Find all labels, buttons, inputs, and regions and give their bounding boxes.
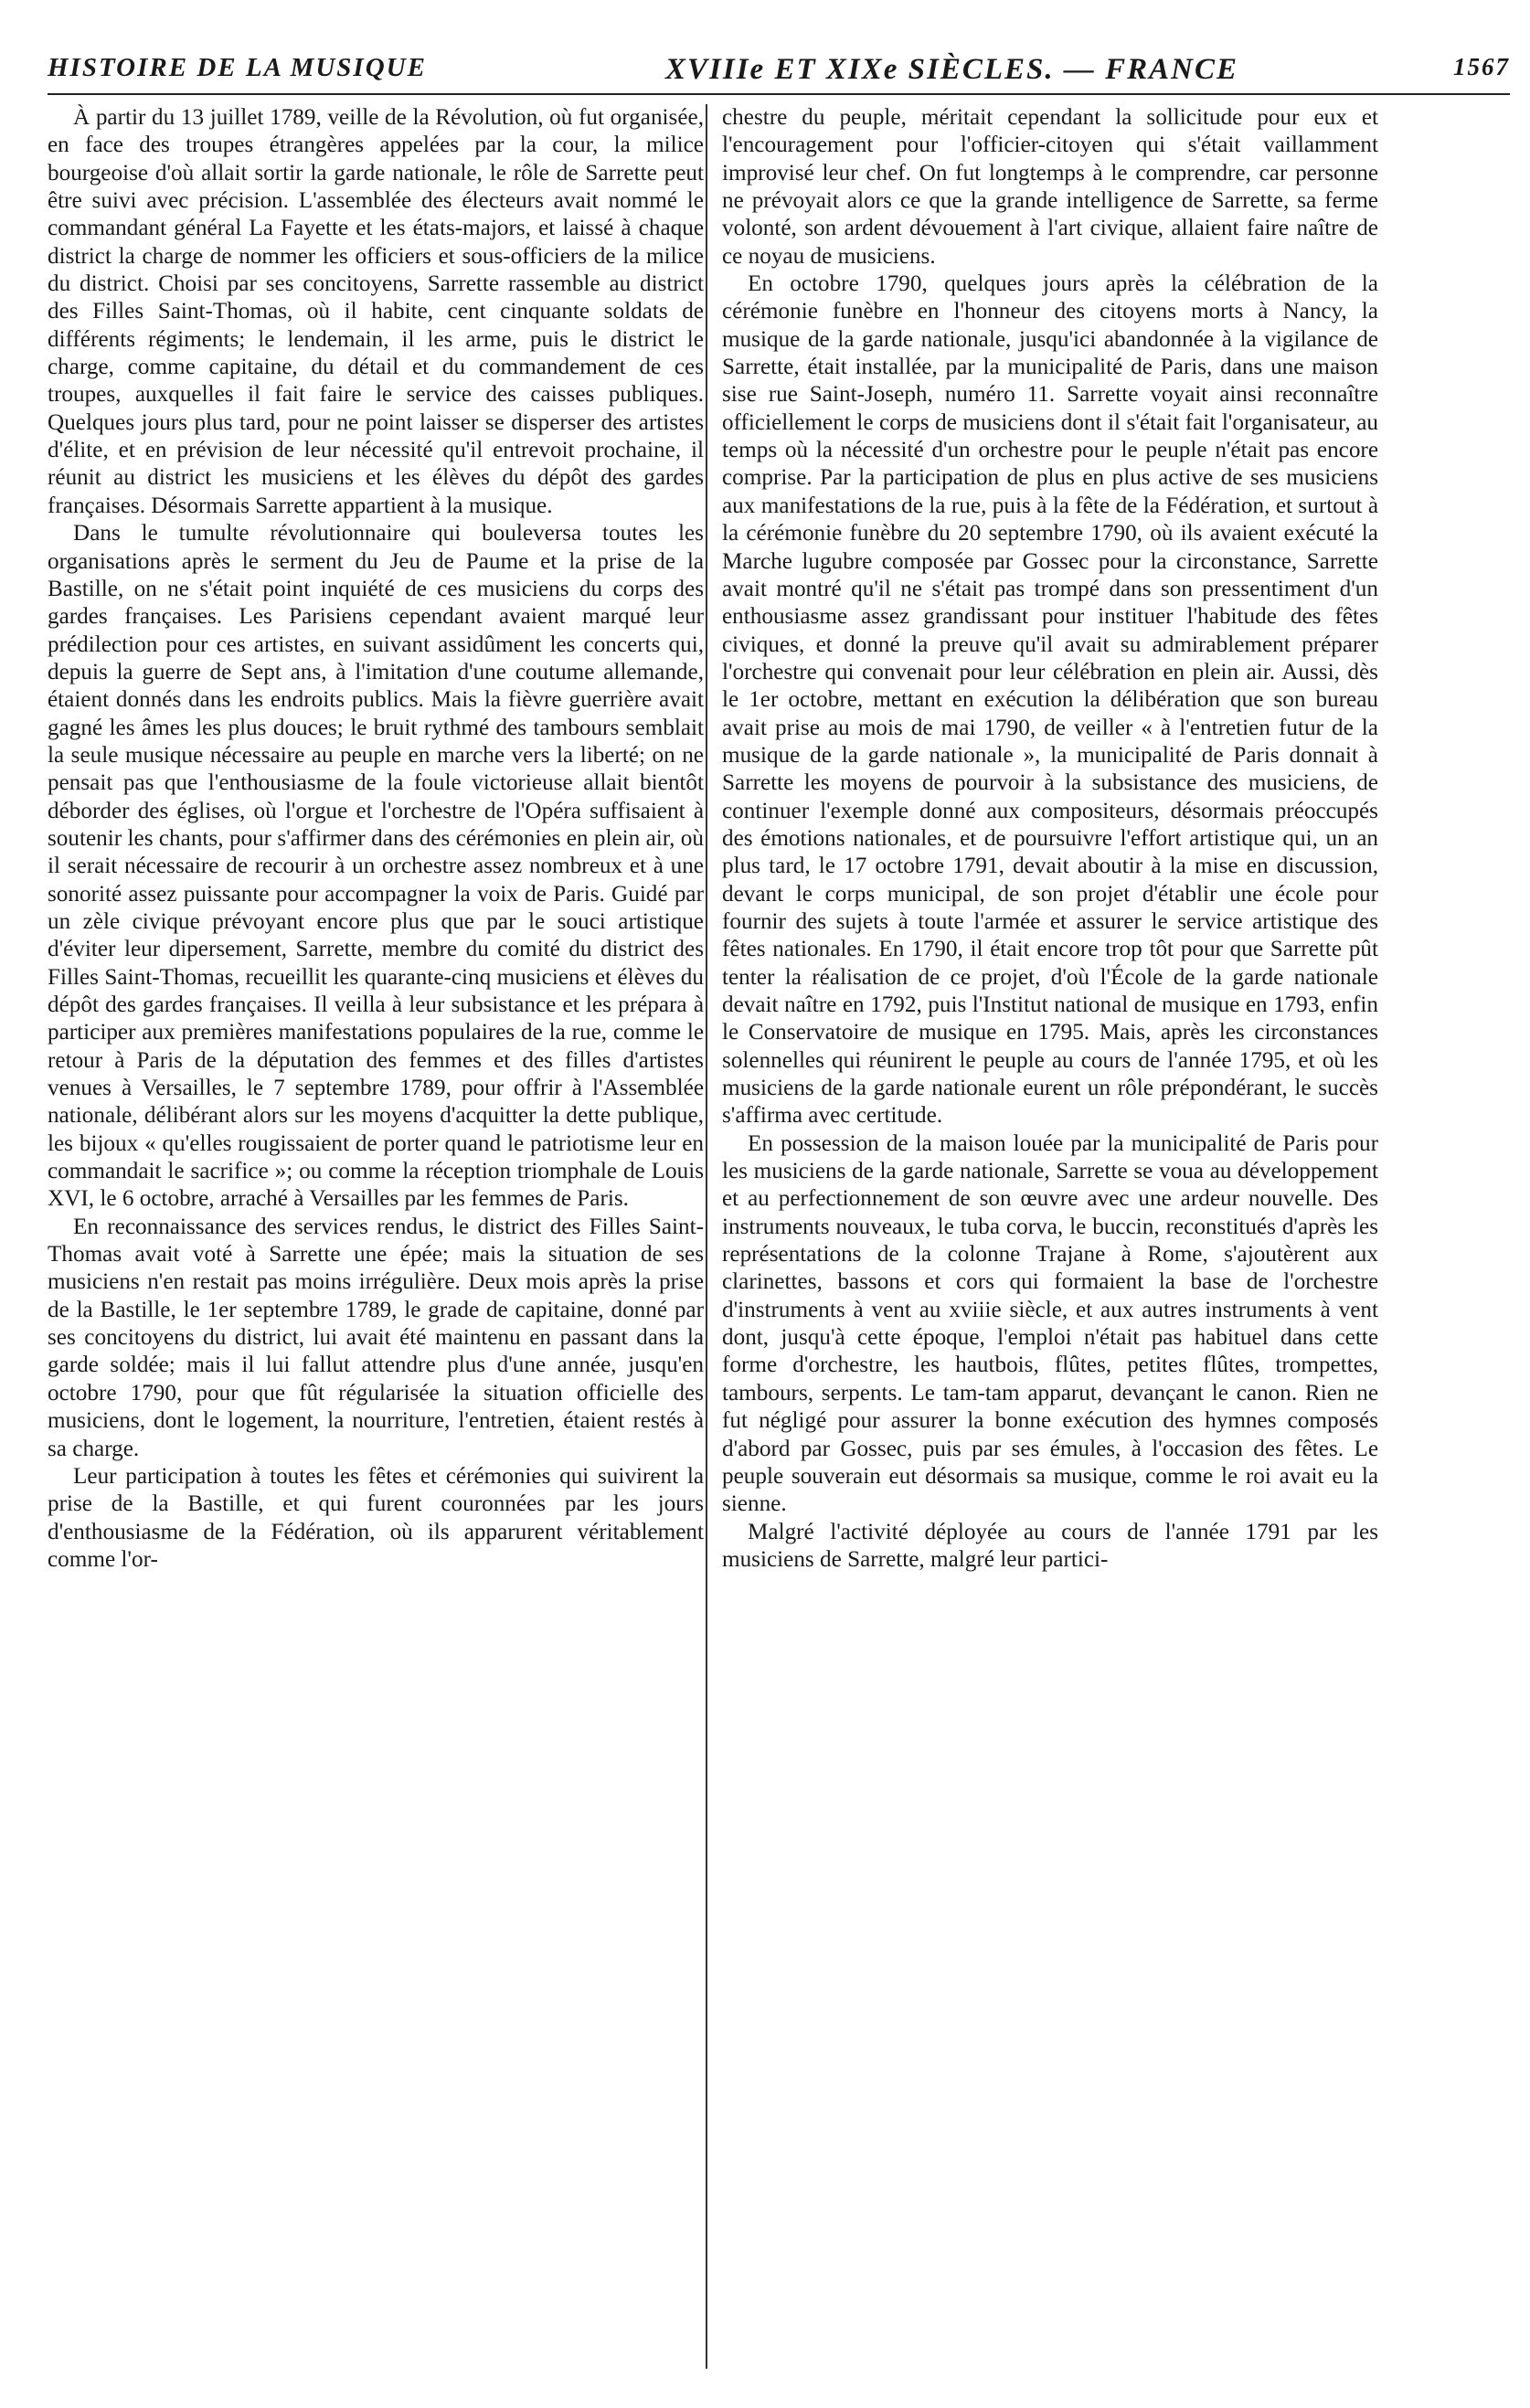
left-column bbox=[48, 104, 704, 1574]
page-number: 1567 bbox=[1453, 53, 1510, 80]
paragraph: En possession de la maison louée par la municipalité de Paris pour les musiciens de la garde nationale, Sarrette se voua au développement et au perfectionnement de son œuvre avec une ardeur nouvelle. Des instruments nouveaux, le tuba corva, le buccin, reconstitués d'après les représentations de la colonne Trajane à Rome, s'ajoutèrent aux clarinettes, bassons et cors qui formaient la base de l'orchestre d'instruments à vent au xviiie siècle, et aux autres instruments à vent dont, jusqu'à cette époque, l'emploi n'était pas habituel dans cette forme d'orchestre, les hautbois, flûtes, petites flûtes, trompettes, tambours, serpents. Le tam-tam apparut, devançant le canon. Rien ne fut négligé pour assurer la bonne exécution des hymnes composés d'abord par Gossec, puis par ses émules, à l'occasion des fêtes. Le peuple souverain eut désormais sa musique, comme le roi avait eu la sienne. bbox=[722, 1130, 1378, 1517]
running-header bbox=[48, 48, 1510, 95]
paragraph: À partir du 13 juillet 1789, veille de la Révolution, où fut organisée, en face des troupes étrangères appelées par la cour, la milice bourgeoise d'où allait sortir la garde nationale, le rôle de Sarrette peut être suivi avec précision. L'assemblée des électeurs avait nommé le commandant général La Fayette et les états-majors, et laissé à chaque district la charge de nommer les officiers et sous-officiers de la milice du district. Choisi par ses concitoyens, Sarrette rassemble au district des Filles Saint-Thomas, où il habite, cent cinquante soldats de différents régiments; le lendemain, il les arme, puis le district le charge, comme capitaine, du détail et du commandement de ces troupes, auxquelles il fait faire le service des caisses publiques. Quelques jours plus tard, pour ne point laisser se disperser des artistes d'élite, et en prévision de leur nécessité qu'il entrevoit prochaine, il réunit au district les musiciens et les élèves du dépôt des gardes françaises. Désormais Sarrette appartient à la musique. bbox=[48, 105, 704, 518]
paragraph: chestre du peuple, méritait cependant la sollicitude pour eux et l'encouragement pour l'officier-citoyen qui s'était vaillamment improvisé leur chef. On fut longtemps à le comprendre, car personne ne prévoyait alors ce que la grande intelligence de Sarrette, sa ferme volonté, son ardent dévouement à l'art civique, allaient faire naître de ce noyau de musiciens. bbox=[722, 105, 1378, 269]
paragraph: Leur participation à toutes les fêtes et cérémonies qui suivirent la prise de la Bastille, et qui furent couronnées par les jours d'enthousiasme de la Fédération, où ils apparurent véritablement comme l'or- bbox=[48, 1463, 704, 1572]
paragraph: En reconnaissance des services rendus, le district des Filles Saint-Thomas avait voté à Sarrette une épée; mais la situation de ses musiciens n'en restait pas moins irrégulière. Deux mois après la prise de la Bastille, le 1er septembre 1789, le grade de capitaine, donné par ses concitoyens du district, lui avait été maintenu en passant dans la garde soldée; mais il lui fallut attendre plus d'une année, jusqu'en octobre 1790, pour que fût régularisée la situation officielle des musiciens, dont le logement, la nourriture, l'entretien, étaient restés à sa charge. bbox=[48, 1214, 704, 1461]
header-section-title: XVIIIe ET XIXe SIÈCLES. — FRANCE bbox=[665, 53, 1238, 86]
paragraph: Malgré l'activité déployée au cours de l'année 1791 par les musiciens de Sarrette, malgré leur partici- bbox=[722, 1519, 1378, 1572]
column-divider bbox=[706, 104, 707, 2369]
right-column bbox=[722, 104, 1378, 1574]
header-book-title: HISTOIRE DE LA MUSIQUE bbox=[48, 53, 427, 82]
paragraph: Dans le tumulte révolutionnaire qui bouleversa toutes les organisations après le serment du Jeu de Paume et la prise de la Bastille, on ne s'était point inquiété de ces musiciens du corps des gardes françaises. Les Parisiens cependant avaient marqué leur prédilection pour ces artistes, en suivant assidûment les concerts qui, depuis la guerre de Sept ans, à l'imitation d'une coutume allemande, étaient donnés dans les endroits publics. Mais la fièvre guerrière avait gagné les âmes les plus douces; le bruit rythmé des tambours semblait la seule musique nécessaire au peuple en marche vers la liberté; on ne pensait pas que l'enthousiasme de la foule victorieuse allait bientôt déborder des églises, où l'orgue et l'orchestre de l'Opéra suffisaient à soutenir les chants, pour s'affirmer dans des cérémonies en plein air, où il serait nécessaire de recourir à un orchestre assez nombreux et à une sonorité assez puissante pour accompagner la voix de Paris. Guidé par un zèle civique prévoyant encore plus que par le souci artistique d'éviter leur dipersement, Sarrette, membre du comité du district des Filles Saint-Thomas, recueillit les quarante-cinq musiciens et élèves du dépôt des gardes françaises. Il veilla à leur subsistance et les prépara à participer aux premières manifestations populaires de la rue, comme le retour à Paris de la députation des femmes et des filles d'artistes venues à Versailles, le 7 septembre 1789, pour offrir à l'Assemblée nationale, délibérant alors sur les moyens d'acquitter la dette publique, les bijoux « qu'elles rougissaient de porter quand le patriotisme leur en commandait le sacrifice »; ou comme la réception triomphale de Louis XVI, le 6 octobre, arraché à Versailles par les femmes de Paris. bbox=[48, 521, 704, 1212]
paragraph: En octobre 1790, quelques jours après la célébration de la cérémonie funèbre en l'honneur des citoyens morts à Nancy, la musique de la garde nationale, jusqu'ici abandonnée à la vigilance de Sarrette, était installée, par la municipalité de Paris, dans une maison sise rue Saint-Joseph, numéro 11. Sarrette voyait ainsi reconnaître officiellement le corps de musiciens dont il s'était fait l'organisateur, au temps où la nécessité d'un orchestre pour le peuple n'était pas encore comprise. Par la participation de plus en plus active de ses musiciens aux manifestations de la rue, puis à la fête de la Fédération, et surtout à la cérémonie funèbre du 20 septembre 1790, où ils avaient exécuté la Marche lugubre composée par Gossec pour la circonstance, Sarrette avait montré qu'il ne s'était pas trompé dans son pressentiment d'un enthousiasme assez grandissant pour instituer l'habitude des fêtes civiques, et donné la preuve qu'il avait su admirablement préparer l'orchestre qui convenait pour leur célébration en plein air. Aussi, dès le 1er octobre, mettant en exécution la délibération que son bureau avait prise au mois de mai 1790, de veiller « à l'entretien futur de la musique de la garde nationale », la municipalité de Paris donnait à Sarrette les moyens de pourvoir à la subsistance des musiciens, de continuer l'exemple donné aux compositeurs, désormais préoccupés des émotions nationales, et de poursuivre l'effort artistique qui, un an plus tard, le 17 octobre 1791, devait aboutir à la mise en discussion, devant le corps municipal, de son projet d'établir une école pour fournir des sujets à toute l'armée et assurer le service artistique des fêtes nationales. En 1790, il était encore trop tôt pour que Sarrette pût tenter la réalisation de ce projet, d'où l'École de la garde nationale devait naître en 1792, puis l'Institut national de musique en 1793, enfin le Conservatoire de musique en 1795. Mais, après les circonstances solennelles qui réunirent le peuple au cours de l'année 1795, et où les musiciens de la garde nationale eurent un rôle prépondérant, le succès s'affirma avec certitude. bbox=[722, 271, 1378, 1129]
